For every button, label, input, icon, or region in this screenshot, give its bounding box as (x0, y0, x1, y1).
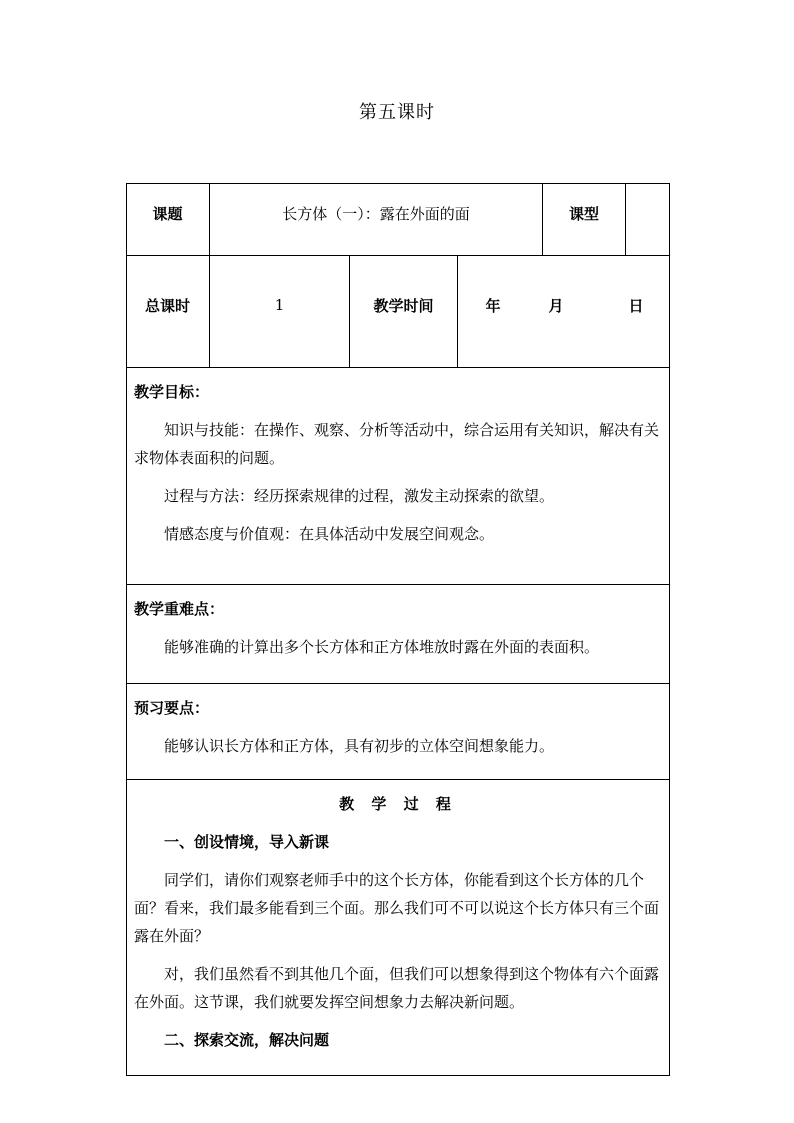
lesson-plan-table (126, 183, 670, 1076)
process-section-2-heading: 二、探索交流，解决问题 (164, 1031, 330, 1049)
objective-item: 过程与方法：经历探索规律的过程，激发主动探索的欲望。 (164, 487, 555, 505)
topic-label: 课题 (152, 204, 183, 223)
key-points-heading: 教学重难点： (134, 600, 225, 618)
process-heading: 教 学 过 程 (339, 795, 457, 813)
objectives-section (134, 368, 662, 558)
total-hours-label: 总课时 (144, 296, 190, 315)
type-label: 课型 (568, 204, 599, 223)
preview-heading: 预习要点： (134, 699, 210, 717)
table-border-bottom (126, 1075, 670, 1076)
process-section (134, 780, 662, 1064)
objective-item: 情感态度与价值观：在具体活动中发展空间观念。 (164, 525, 495, 543)
objectives-heading: 教学目标： (134, 383, 210, 401)
month-label: 月 (548, 296, 564, 315)
key-points-section (134, 585, 662, 671)
process-paragraph: 对，我们虽然看不到其他几个面，但我们可以想象得到这个物体有六个面露在外面。这节课，我们就要发挥空间想象力去解决新问题。 (134, 965, 660, 1011)
preview-section (134, 684, 662, 770)
total-hours-value: 1 (274, 296, 285, 314)
table-border-right (669, 183, 670, 1076)
objective-item: 知识与技能：在操作、观察、分析等活动中，综合运用有关知识，解决有关求物体表面积的问题。 (134, 421, 660, 467)
type-value (626, 183, 669, 243)
preview-text: 能够认识长方体和正方体，具有初步的立体空间想象能力。 (164, 737, 555, 755)
teaching-time-label: 教学时间 (373, 296, 434, 315)
day-label: 日 (628, 296, 644, 315)
topic-value: 长方体（一）：露在外面的面 (282, 204, 470, 223)
process-section-1-heading: 一、创设情境，导入新课 (164, 833, 330, 851)
page-title: 第五课时 (359, 102, 435, 123)
year-label: 年 (485, 296, 501, 315)
process-paragraph: 同学们，请你们观察老师手中的这个长方体，你能看到这个长方体的几个面？看来，我们最多能看到三个面。那么我们可不可以说这个长方体只有三个面露在外面？ (134, 871, 660, 945)
column-divider (457, 255, 458, 367)
key-points-text: 能够准确的计算出多个长方体和正方体堆放时露在外面的表面积。 (164, 638, 600, 656)
